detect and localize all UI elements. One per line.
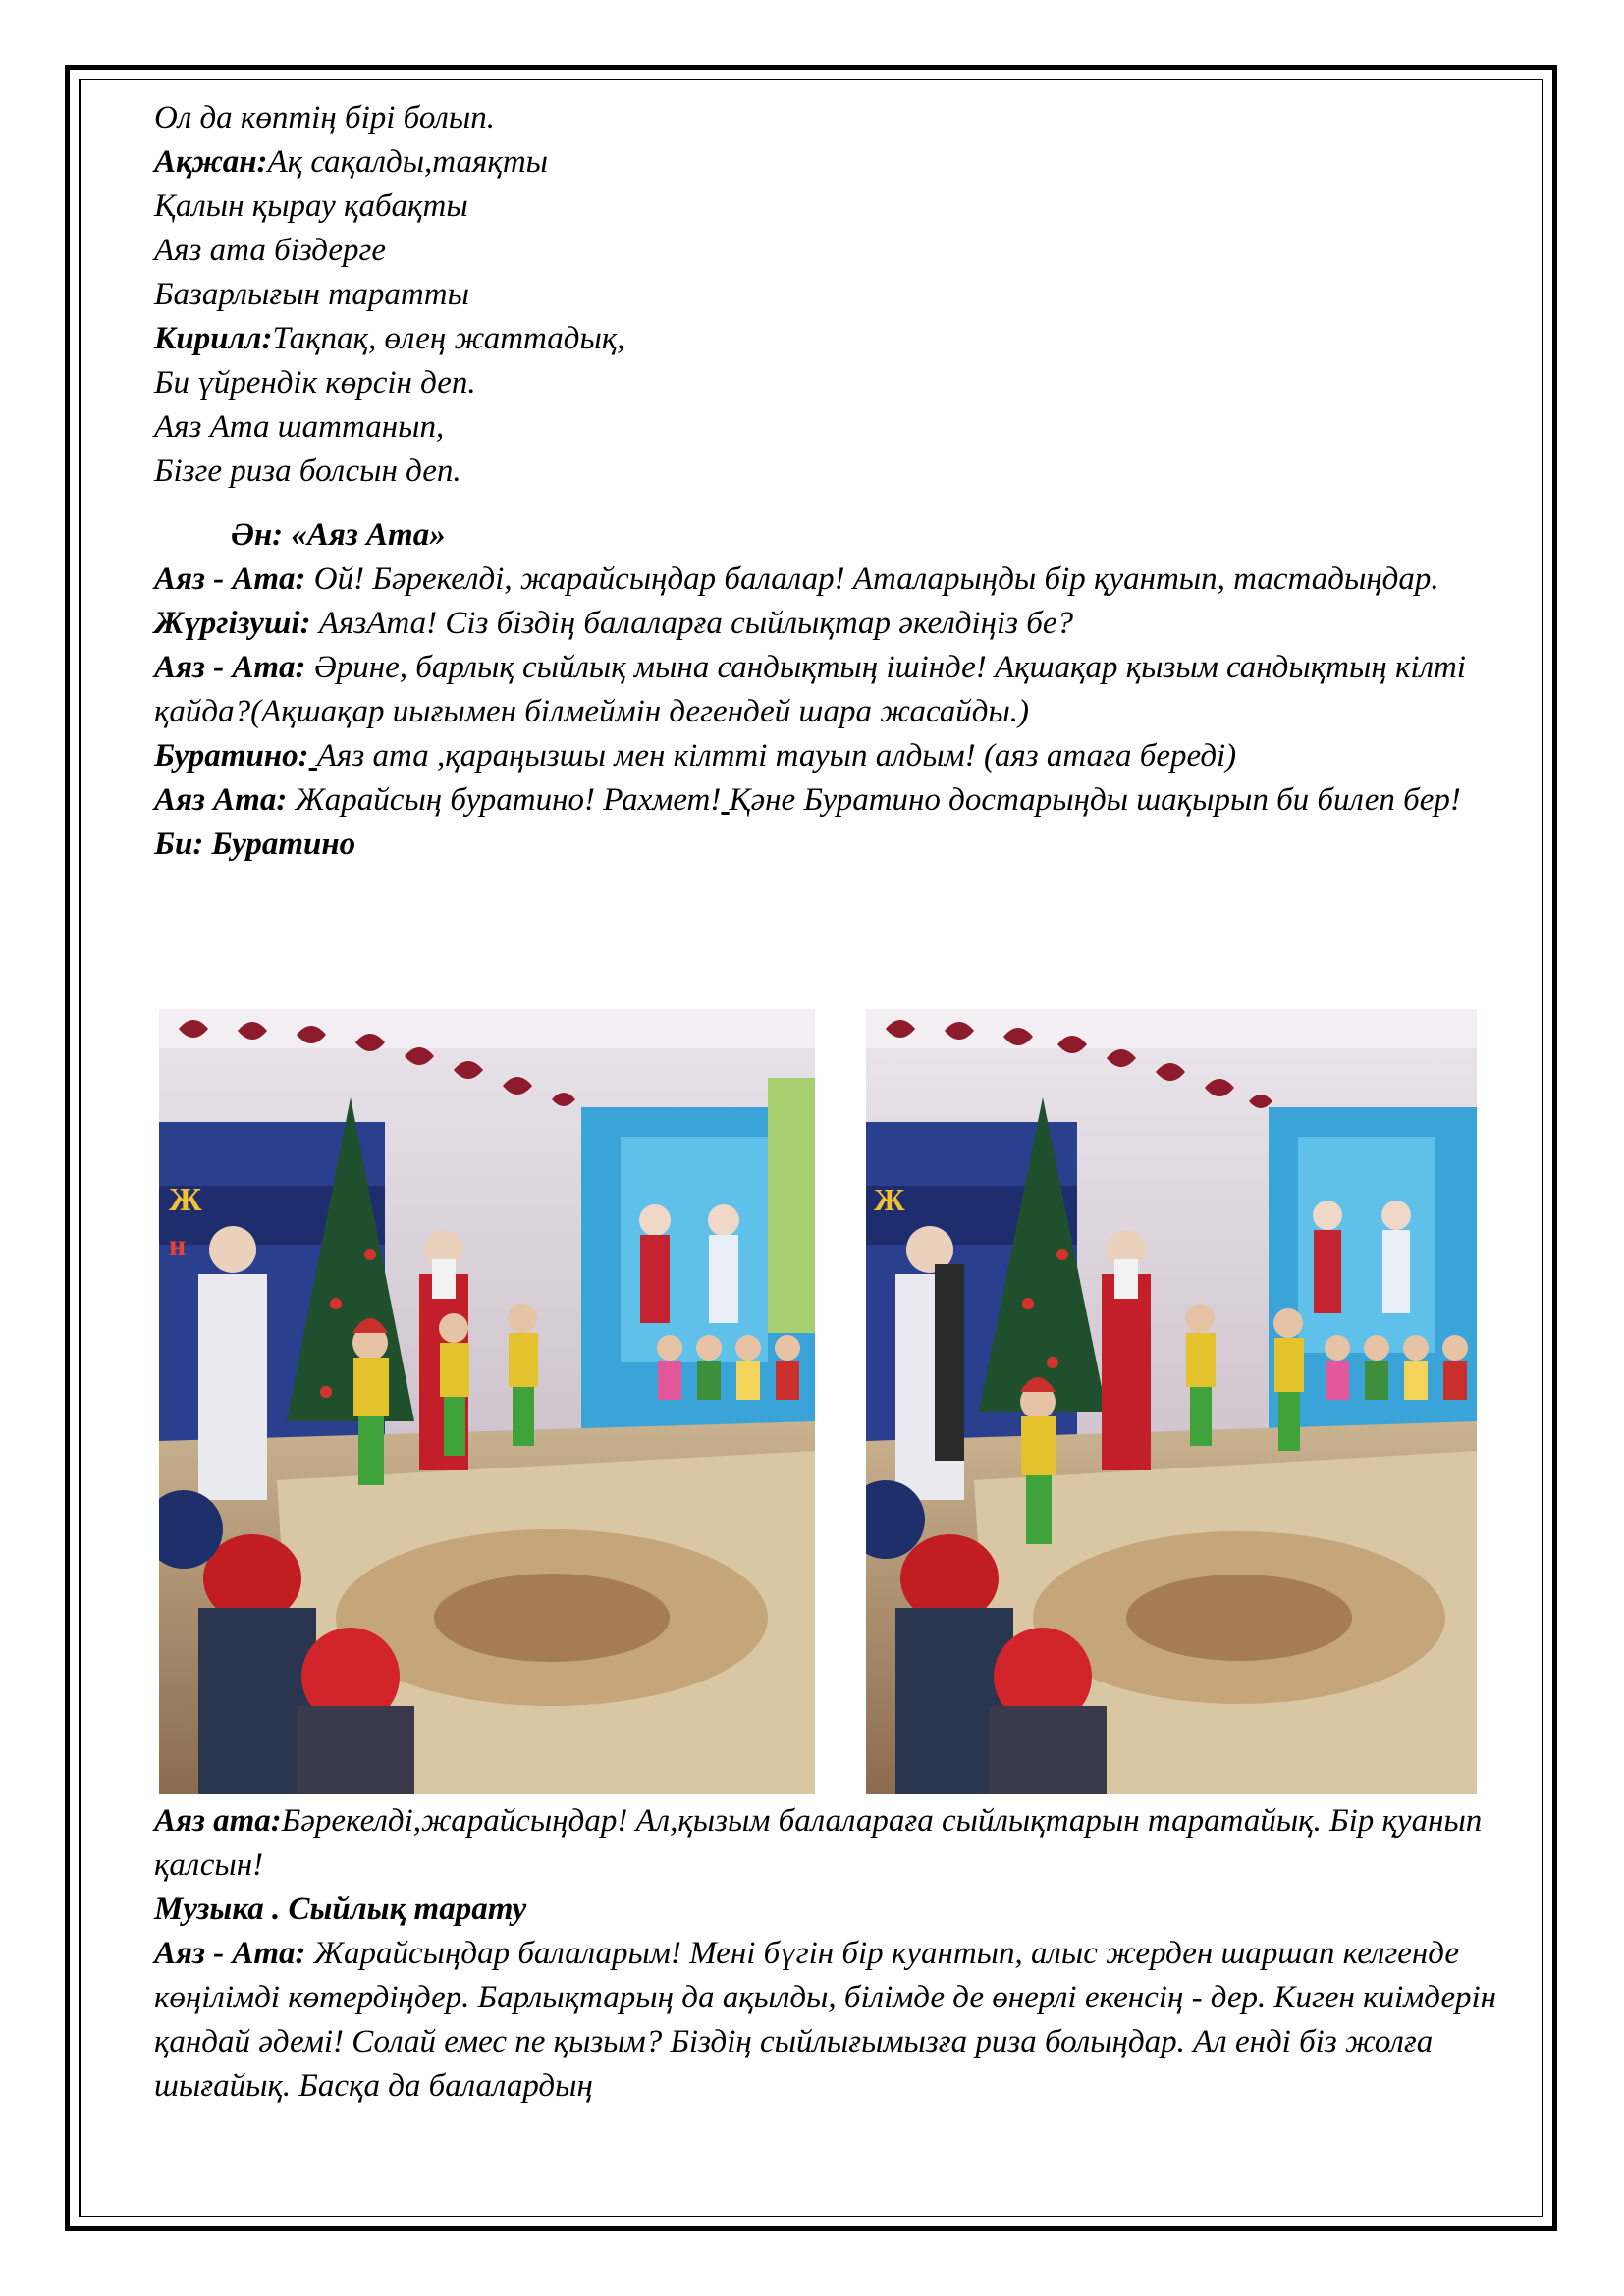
document-body-continued: [154, 1799, 1499, 2109]
speaker-name: Аяз ата:: [154, 1803, 282, 1839]
speaker-name: Кирилл:: [154, 321, 273, 356]
dance-heading: Би: Буратино: [154, 827, 356, 862]
svg-text:н: н: [169, 1229, 187, 1261]
verse-line: Аяз Ата шаттанып,: [154, 409, 445, 445]
photo-children-dance-icon: [159, 1009, 815, 1794]
speaker-name: Аяз - Ата:: [154, 561, 306, 597]
dialogue-line: Аяз - Ата: Ой! Бәрекелді, жарайсыңдар балалар! Аталарыңды бір қуантып, тастадыңдар.: [154, 561, 1439, 597]
speaker-name: Ақжан:: [154, 144, 268, 180]
dialogue-line: Аяз - Ата: Әрине, барлық сыйлық мына сандықтың ішінде! Ақшақар қызым сандықтың кілті қайда?(Ақшақар иығымен білмеймін дегендей шара жасайды.): [154, 650, 1466, 729]
dialogue-line: Жүргізуші: АязАта! Сіз біздің балаларға сыйлықтар әкелдіңіз бе?: [154, 606, 1074, 641]
speaker-name: Буратино:: [154, 738, 309, 774]
speaker-name: Аяз Ата:: [154, 782, 288, 818]
event-photo: [159, 1009, 815, 1794]
document-body: [154, 96, 1499, 867]
music-heading: Музыка . Сыйлық тарату: [154, 1892, 527, 1927]
speaker-name: Аяз - Ата:: [154, 650, 306, 685]
svg-text:Ж: Ж: [874, 1182, 905, 1217]
dialogue-line: Аяз ата:Бәрекелді,жарайсыңдар! Ал,қызым балалараға сыйлықтарын таратайық. Бір қуанып қалсын!: [154, 1803, 1483, 1883]
photo-children-dance-icon: [866, 1009, 1477, 1794]
svg-text:Ж: Ж: [169, 1182, 202, 1218]
verse-line: Кирилл:Тақпақ, өлең жаттадық,: [154, 321, 625, 356]
verse-line: Аяз ата біздерге: [154, 233, 387, 268]
verse-line: Ол да көптің бірі болып.: [154, 100, 495, 135]
verse-line: Би үйрендік көрсін деп.: [154, 365, 476, 400]
dialogue-line: Аяз Ата: Жарайсың буратино! Рахмет! Қәне Буратино достарыңды шақырып би билеп бер!: [154, 782, 1461, 818]
verse-line: Қалын қырау қабақты: [154, 188, 468, 224]
dialogue-line: Буратино: Аяз ата ,қараңызшы мен кілтті тауып алдым! (аяз атаға береді): [154, 738, 1237, 774]
verse-line: Базарлығын таратты: [154, 277, 469, 312]
song-heading: Ән: «Аяз Ата»: [231, 517, 446, 553]
dialogue-line: Аяз - Ата: Жарайсыңдар балаларым! Мені бүгін бір куантып, алыс жерден шаршап келгенде көңілімді көтердіңдер. Барлықтарың да ақылды, білімде де өнерлі екенсің - дер. Киген киімдерін қандай әдемі! Солай емес пе қызым? Біздің сыйлығымызға риза болыңдар. Ал енді біз жолға шығайық. Басқа да балалардың: [154, 1936, 1497, 2104]
speaker-name: Жүргізуші:: [154, 606, 311, 641]
event-photo: [866, 1009, 1477, 1794]
verse-line: Ақжан:Ақ сақалды,таяқты: [154, 144, 548, 180]
verse-line: Бізге риза болсын деп.: [154, 454, 461, 489]
speaker-name: Аяз - Ата:: [154, 1936, 306, 1971]
